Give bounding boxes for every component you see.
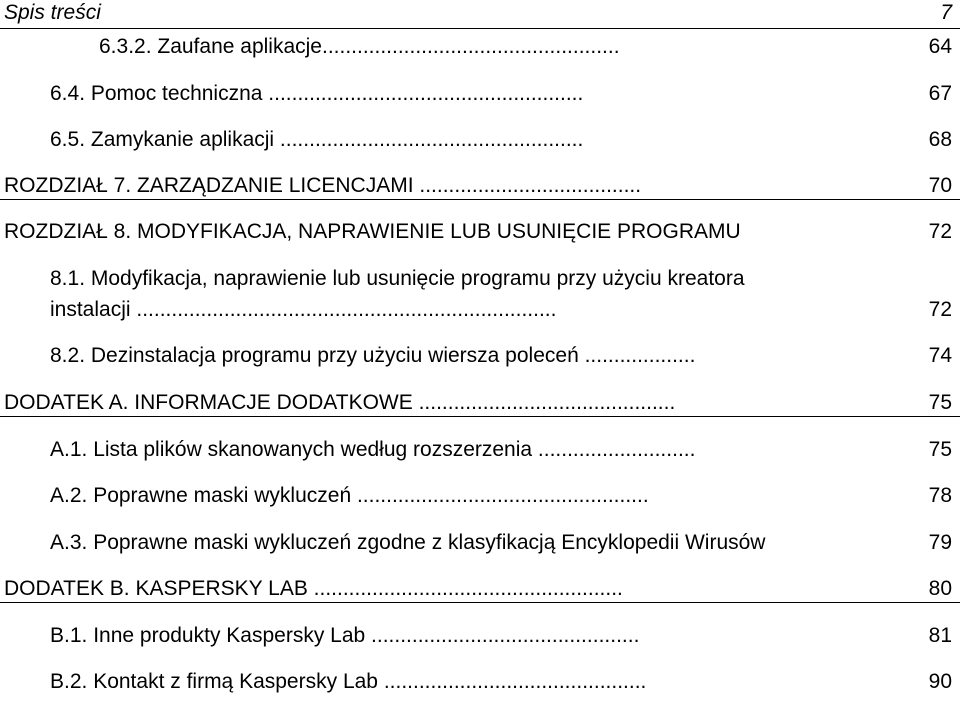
toc-entry-text: 8.1. Modyfikacja, naprawienie lub usunięcie programu przy użyciu kreatora <box>50 267 745 290</box>
toc-page-number: 74 <box>928 344 952 367</box>
toc-entry-a-2[interactable] <box>50 484 649 508</box>
appendix-underline <box>0 602 960 603</box>
running-header <box>0 0 960 29</box>
toc-page-number: 75 <box>928 438 952 461</box>
toc-entry-6-5[interactable] <box>50 128 583 152</box>
toc-entry-chapter-7[interactable] <box>4 174 641 198</box>
appendix-underline <box>0 416 960 417</box>
toc-page-number: 64 <box>928 35 952 58</box>
toc-entry-text: 6.3.2. Zaufane aplikacje................................................... <box>99 35 620 58</box>
toc-entry-8-2[interactable] <box>50 344 695 368</box>
toc-entry-8-1-continued[interactable] <box>50 298 556 322</box>
toc-page-number: 67 <box>928 82 952 105</box>
toc-entry-a-1[interactable] <box>50 438 695 462</box>
toc-entry-text: 6.5. Zamykanie aplikacji .................................................... <box>50 128 584 151</box>
toc-page-number: 72 <box>928 220 952 243</box>
toc-entry-text: ROZDZIAŁ 7. ZARZĄDZANIE LICENCJAMI ...................................... <box>4 174 642 197</box>
toc-page-number: 81 <box>928 624 952 647</box>
toc-entry-6-4[interactable] <box>50 82 583 106</box>
toc-entry-text: 8.2. Dezinstalacja programu przy użyciu wiersza poleceń ................... <box>50 344 696 367</box>
chapter-underline <box>0 199 960 200</box>
toc-entry-chapter-8[interactable] <box>4 220 741 244</box>
toc-entry-text: instalacji ........................................................................ <box>50 298 557 321</box>
toc-entry-a-3[interactable] <box>50 531 765 555</box>
toc-entry-text: A.2. Poprawne maski wykluczeń .................................................. <box>50 484 649 507</box>
toc-entry-8-1[interactable] <box>50 267 745 291</box>
toc-page-number: 78 <box>928 484 952 507</box>
toc-entry-appendix-a[interactable] <box>4 391 675 415</box>
toc-page-number: 70 <box>928 174 952 197</box>
toc-page-number: 79 <box>928 531 952 554</box>
toc-entry-text: DODATEK A. INFORMACJE DODATKOWE ............................................ <box>4 391 676 414</box>
header-section-title: Spis treści <box>4 1 101 24</box>
toc-page-number: 80 <box>928 577 952 600</box>
toc-page-number: 75 <box>928 391 952 414</box>
toc-entry-text: B.2. Kontakt z firmą Kaspersky Lab ............................................. <box>50 670 647 693</box>
toc-entry-b-2[interactable] <box>50 670 646 694</box>
toc-entry-b-1[interactable] <box>50 624 639 648</box>
toc-entry-6-3-2[interactable] <box>99 35 620 59</box>
toc-entry-text: 6.4. Pomoc techniczna ...................................................... <box>50 82 584 105</box>
toc-entry-text: A.3. Poprawne maski wykluczeń zgodne z klasyfikacją Encyklopedii Wirusów <box>50 531 766 554</box>
toc-entry-text: DODATEK B. KASPERSKY LAB ..................................................... <box>4 577 623 600</box>
toc-page-number: 72 <box>928 298 952 321</box>
toc-entry-text: B.1. Inne produkty Kaspersky Lab .............................................. <box>50 624 640 647</box>
toc-page-number: 68 <box>928 128 952 151</box>
toc-entry-text: ROZDZIAŁ 8. MODYFIKACJA, NAPRAWIENIE LUB USUNIĘCIE PROGRAMU <box>4 220 741 243</box>
header-page-number: 7 <box>940 1 952 24</box>
toc-page-number: 90 <box>928 670 952 693</box>
toc-entry-text: A.1. Lista plików skanowanych według rozszerzenia ........................... <box>50 438 696 461</box>
toc-entry-appendix-b[interactable] <box>4 577 623 601</box>
